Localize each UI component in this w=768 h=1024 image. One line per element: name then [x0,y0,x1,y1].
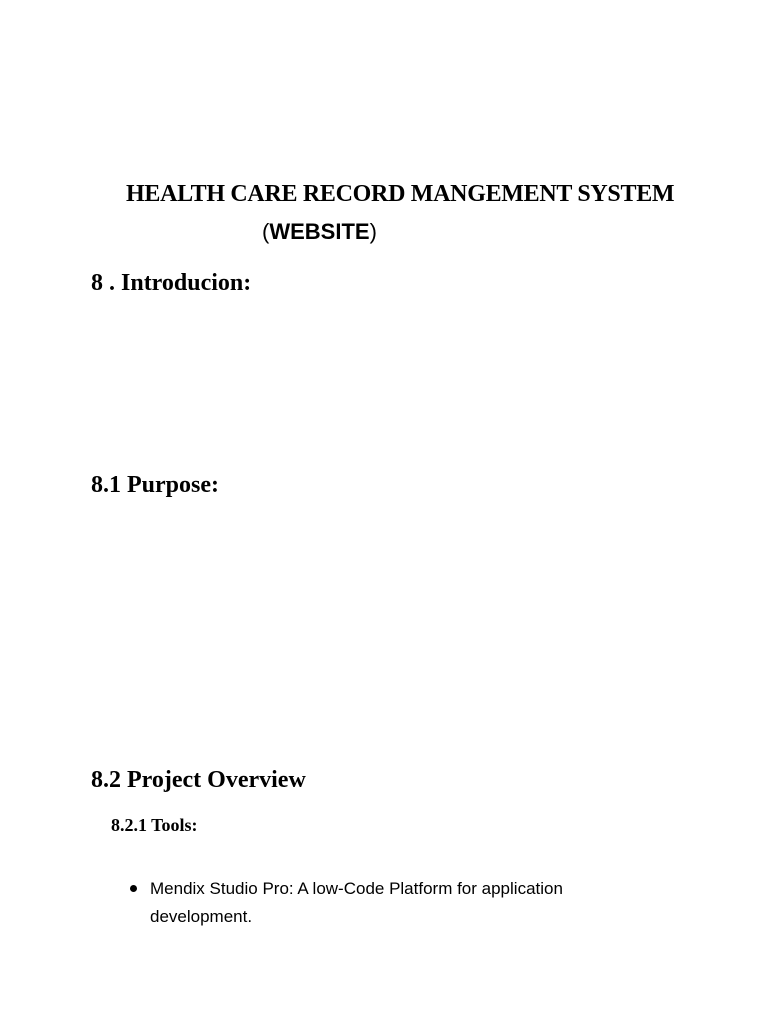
heading-introduction: 8 . Introducion: [91,270,252,296]
list-item-text: Mendix Studio Pro: A low-Code Platform for application development. [150,879,563,926]
bullet-icon [130,885,137,892]
list-item [128,875,648,931]
document-title: HEALTH CARE RECORD MANGEMENT SYSTEM [126,181,675,207]
heading-tools: 8.2.1 Tools: [111,815,198,835]
tools-list [128,875,648,931]
heading-project-overview: 8.2 Project Overview [91,767,306,793]
subtitle-close-paren: ) [369,219,377,244]
document-subtitle [262,219,377,245]
subtitle-word: WEBSITE [269,219,370,244]
subtitle-open-paren: ( [262,219,270,244]
heading-purpose: 8.1 Purpose: [91,472,219,498]
